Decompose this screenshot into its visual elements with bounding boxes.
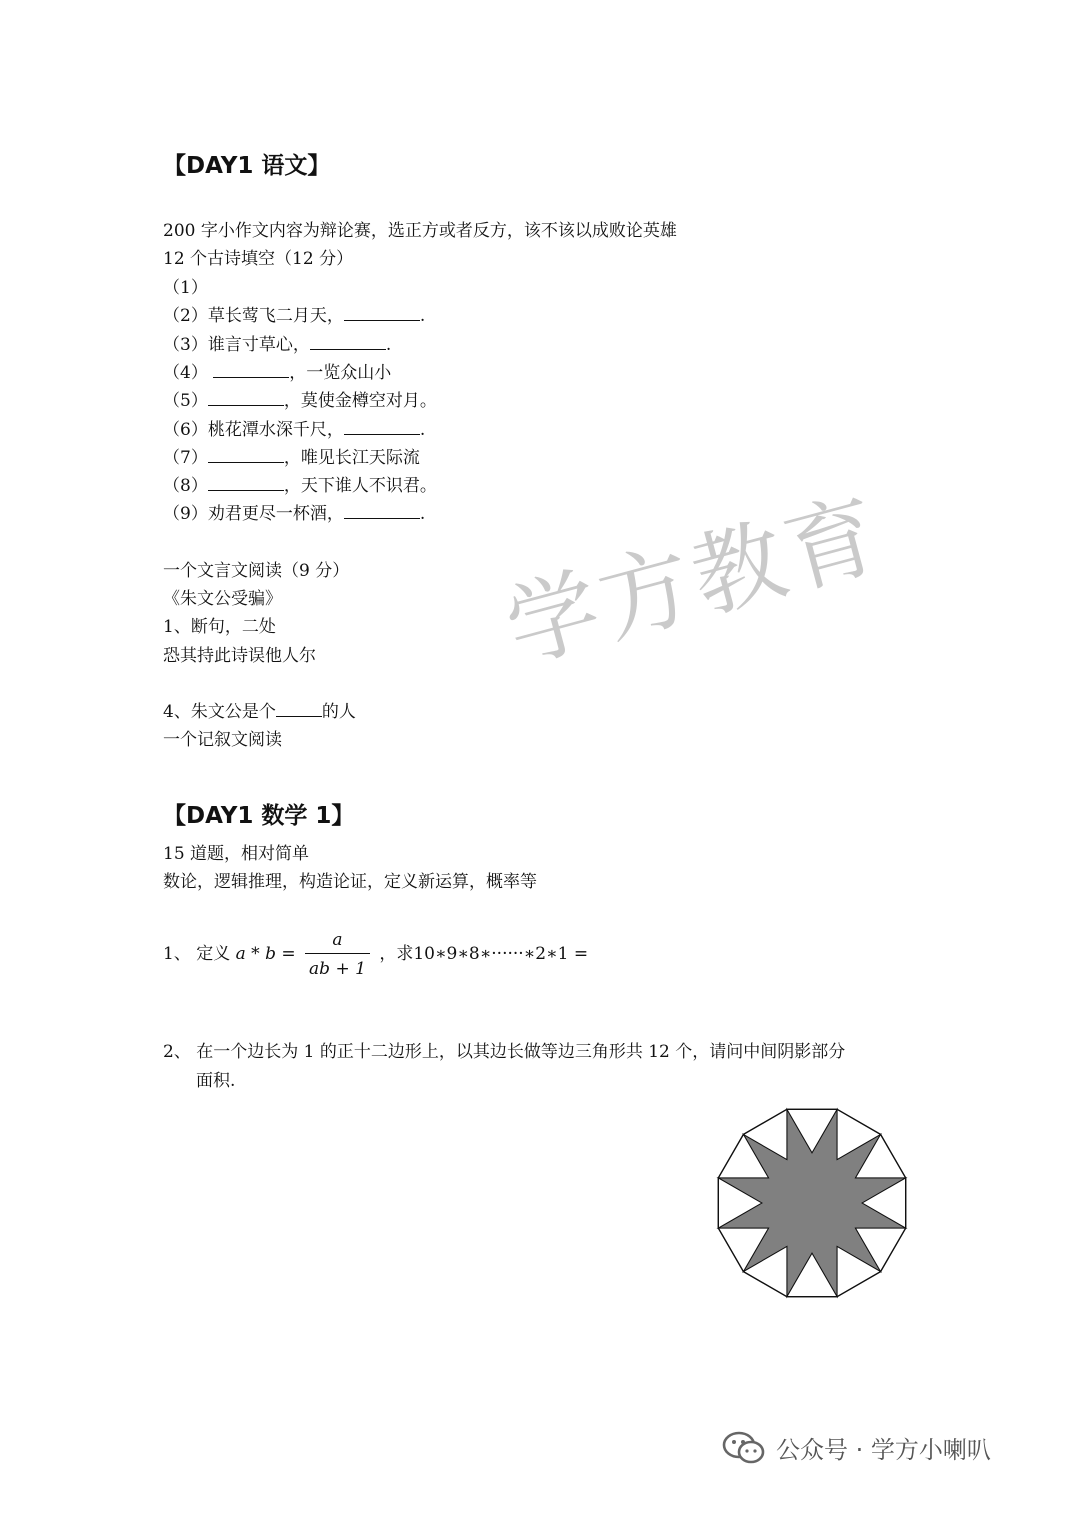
poem-text-before: （2）草长莺飞二月天，: [163, 306, 344, 326]
poem-text-before: （9）劝君更尽一杯酒，: [163, 504, 344, 524]
problem-1: [163, 927, 588, 982]
math-line-1: 15 道题，相对简单: [163, 844, 310, 864]
math-line-2: 数论，逻辑推理，构造论证，定义新运算，概率等: [163, 872, 537, 892]
footer-account: [722, 1430, 991, 1465]
answer-blank: [208, 474, 284, 491]
poem-text-after: ，天下谁人不识君。: [283, 476, 437, 496]
answer-blank: [213, 361, 289, 378]
answer-blank: [344, 418, 420, 435]
poem-text-before: （1）: [163, 278, 208, 298]
poem-text-after: .: [385, 335, 392, 355]
poem-text-before: （8）: [163, 476, 208, 496]
poem-text-after: .: [419, 306, 426, 326]
poem-header: 12 个古诗填空（12 分）: [163, 249, 354, 269]
answer-blank: [276, 700, 322, 717]
poem-text-after: .: [419, 504, 426, 524]
question-1-text: 恐其持此诗误他人尔: [163, 646, 316, 666]
poem-item: [163, 418, 425, 442]
essay-line: 200 字小作文内容为辩论赛，选正方或者反方，该不该以成败论英雄: [163, 221, 677, 241]
footer-text: 公众号 · 学方小喇叭: [776, 1436, 991, 1464]
fraction-denominator: ab + 1: [305, 953, 370, 982]
poem-item: [163, 361, 391, 385]
wechat-icon: [722, 1431, 766, 1465]
poem-item: [163, 502, 425, 526]
poem-text-before: （5）: [163, 391, 208, 411]
poem-item: [163, 474, 437, 498]
reading-name: 《朱文公受骗》: [163, 589, 282, 609]
question-4: [163, 700, 356, 724]
poem-text-after: ，一览众山小: [289, 363, 392, 383]
poem-item: [163, 389, 437, 413]
fraction-numerator: a: [332, 930, 343, 950]
poem-item: [163, 276, 208, 300]
narrative-line: 一个记叙文阅读: [163, 730, 282, 750]
poem-item: [163, 446, 420, 470]
problem-2-line-1: 2、 在一个边长为 1 的正十二边形上，以其边长做等边三角形共 12 个，请问中间阴影部分: [163, 1042, 846, 1062]
poem-text-before: （4）: [163, 363, 214, 383]
question-1: 1、断句，二处: [163, 617, 276, 637]
dodecagon-star-figure: [712, 1103, 912, 1303]
poem-text-before: （6）桃花潭水深千尺，: [163, 420, 344, 440]
problem-1-lhs: a * b =: [235, 944, 296, 964]
watermark: 学方教育: [495, 479, 894, 683]
answer-blank: [310, 333, 386, 350]
problem-1-label: 1、 定义: [163, 944, 231, 964]
poem-item: [163, 333, 391, 357]
poem-text-after: .: [419, 420, 426, 440]
answer-blank: [344, 502, 420, 519]
problem-2-line-2: 面积.: [196, 1071, 236, 1091]
answer-blank: [208, 446, 284, 463]
problem-1-rest: ，求10∗9∗8∗······∗2∗1 =: [379, 944, 589, 964]
fraction: [305, 927, 370, 982]
section-title-math: 【DAY1 数学 1】: [163, 803, 355, 829]
reading-title: 一个文言文阅读（9 分）: [163, 561, 350, 581]
answer-blank: [344, 304, 420, 321]
poem-text-before: （3）谁言寸草心，: [163, 335, 310, 355]
section-title-chinese: 【DAY1 语文】: [163, 153, 331, 179]
poem-item: [163, 304, 425, 328]
poem-text-before: （7）: [163, 448, 208, 468]
answer-blank: [208, 389, 284, 406]
question-4-post: 的人: [321, 702, 356, 722]
poem-text-after: ，唯见长江天际流: [283, 448, 420, 468]
question-4-pre: 4、朱文公是个: [163, 702, 276, 722]
poem-text-after: ，莫使金樽空对月。: [283, 391, 437, 411]
